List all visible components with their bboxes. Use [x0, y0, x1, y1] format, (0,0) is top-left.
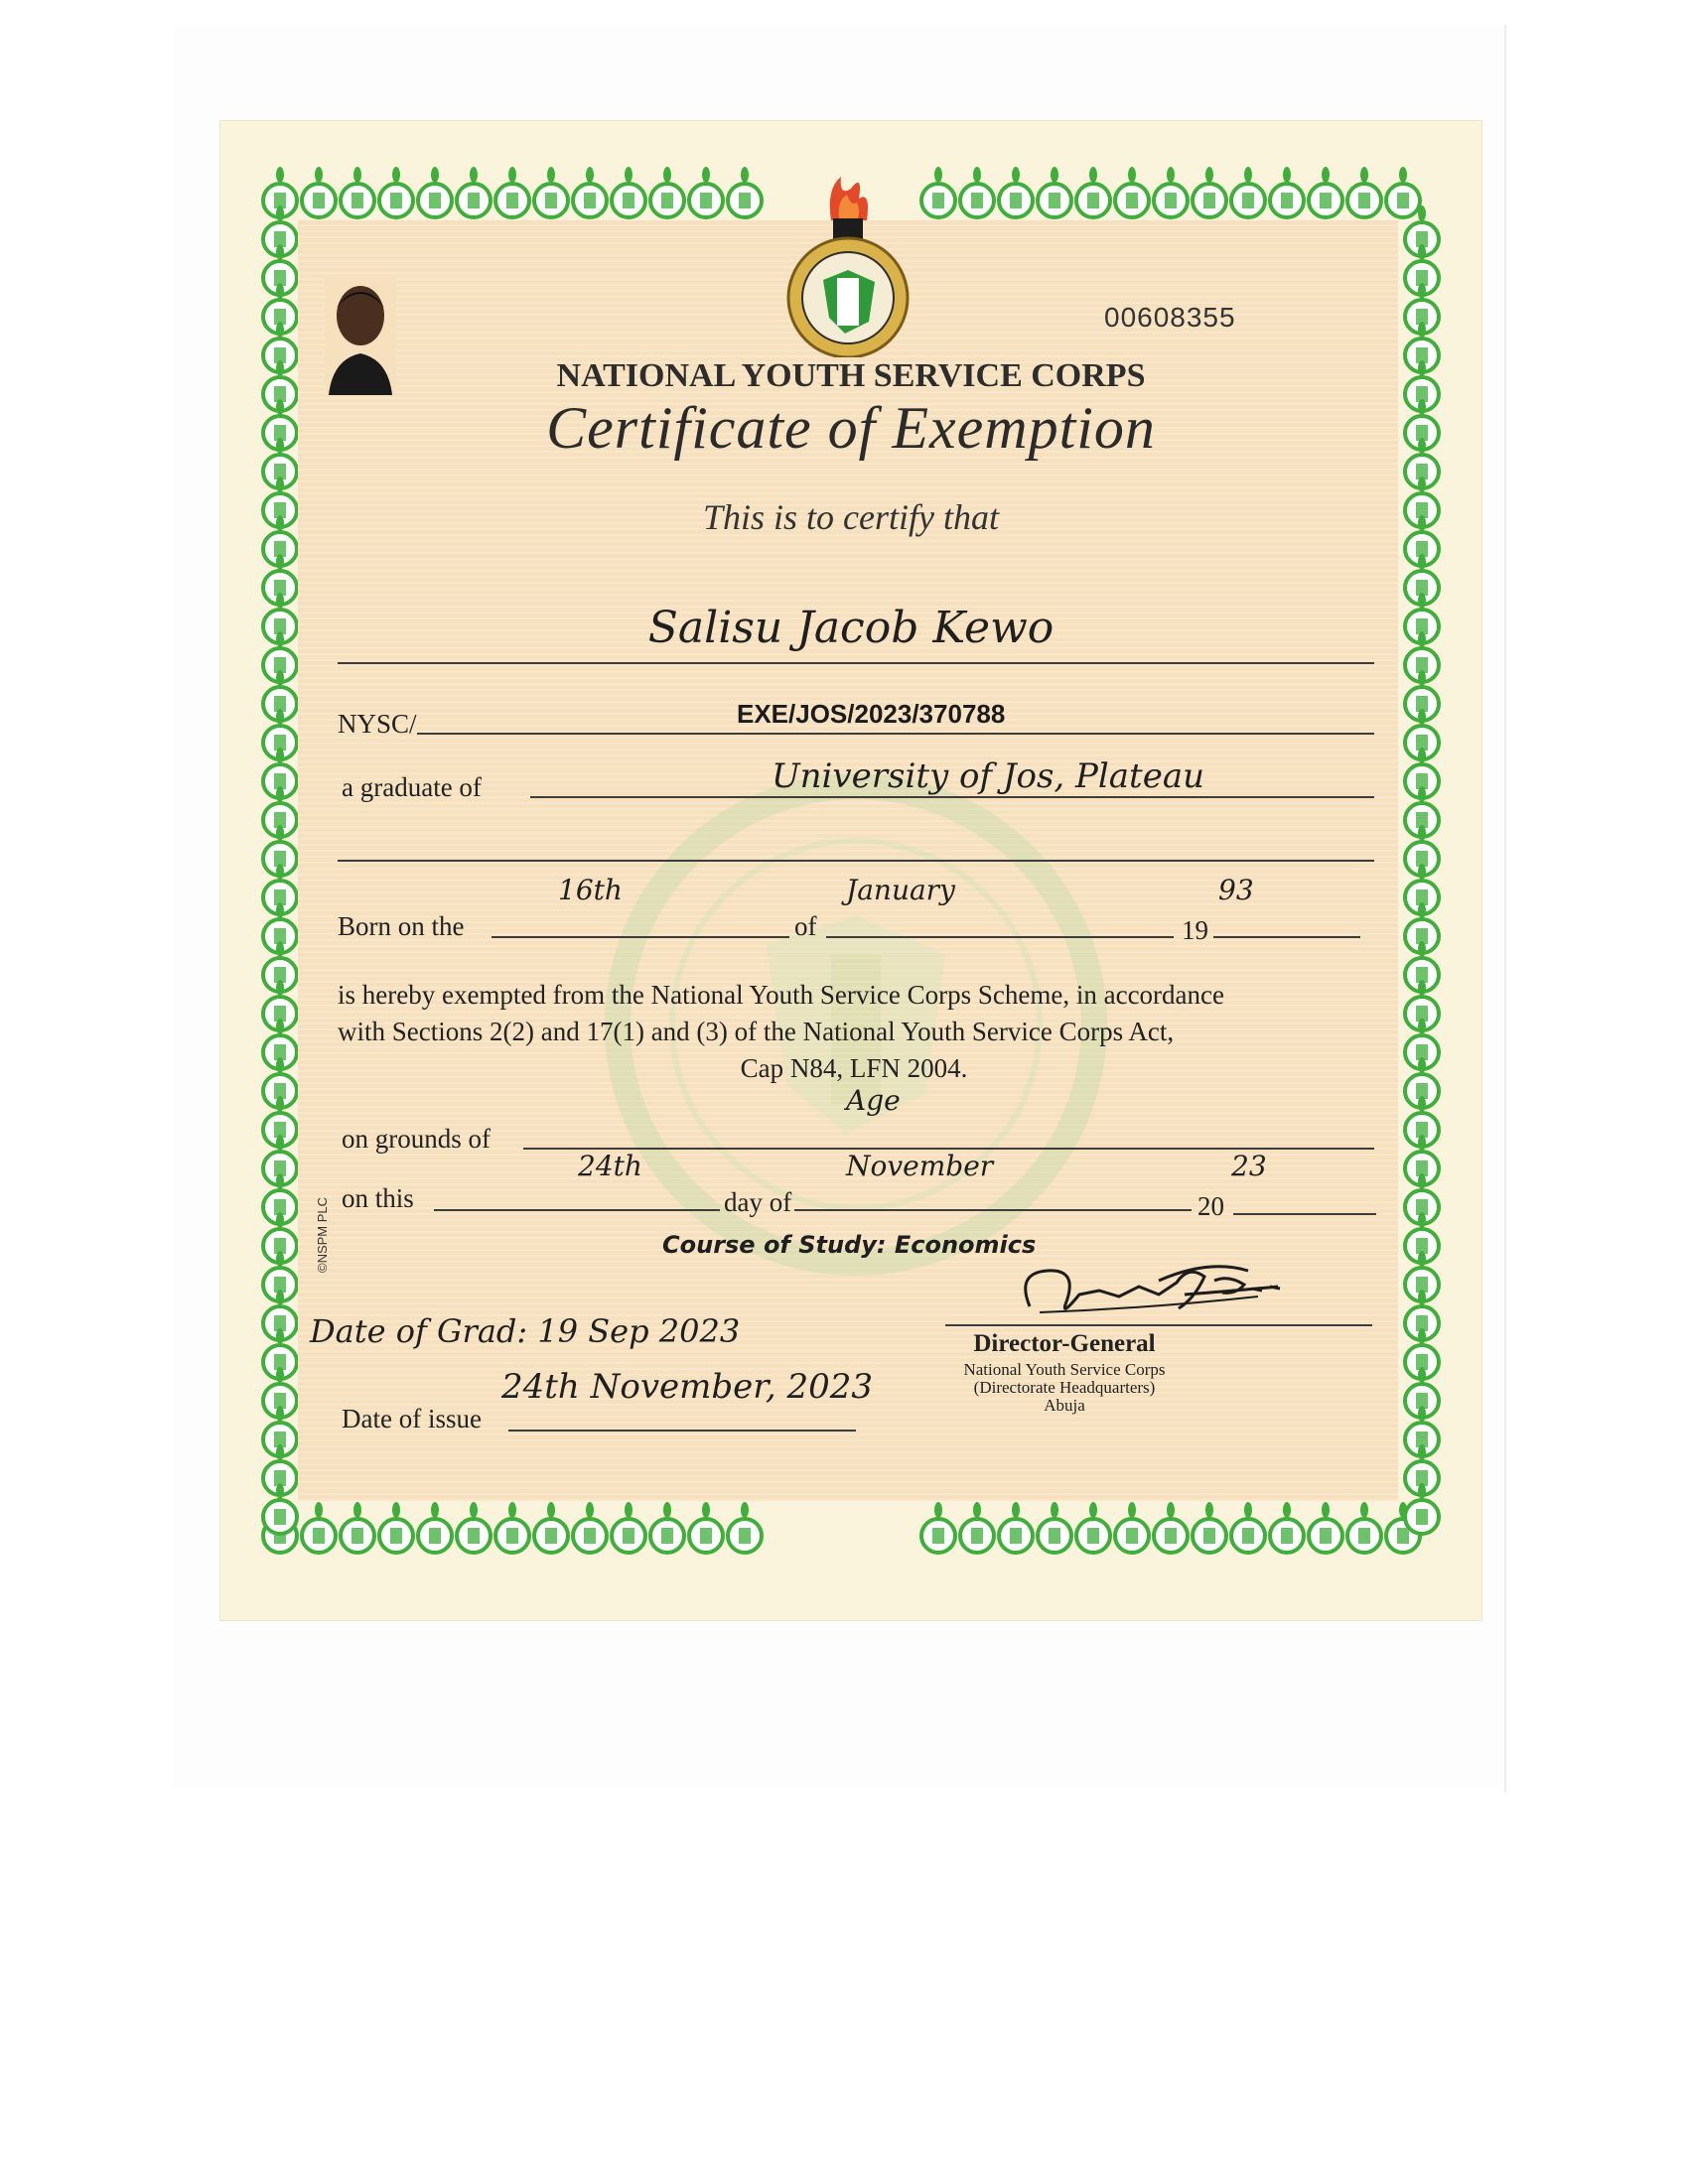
border-motif — [689, 1502, 723, 1553]
border-motif — [341, 1502, 374, 1553]
course-of-study: Course of Study: Economics — [662, 1231, 1037, 1259]
signatory-line-1: National Youth Service Corps — [963, 1360, 1166, 1379]
border-motif — [418, 1502, 452, 1553]
blank-underline — [338, 860, 1374, 862]
birth-month: January — [846, 874, 955, 906]
serial-number: 00608355 — [1104, 302, 1236, 333]
issued-day-underline — [434, 1209, 720, 1211]
border-motif — [1231, 1502, 1265, 1553]
border-motif — [495, 1502, 529, 1553]
border-motif — [1270, 167, 1304, 217]
issued-on-label: on this — [342, 1183, 414, 1213]
border-motif — [1347, 1502, 1381, 1553]
border-motif — [573, 1502, 607, 1553]
border-motif — [1076, 1502, 1110, 1553]
date-of-issue-label: Date of issue — [342, 1404, 482, 1433]
issued-month: November — [846, 1150, 994, 1182]
border-motif — [302, 1502, 336, 1553]
institution-underline — [530, 796, 1374, 798]
date-of-issue-value: 24th November, 2023 — [501, 1367, 873, 1407]
border-motif — [1386, 167, 1420, 217]
issued-century: 20 — [1197, 1191, 1224, 1221]
certificate — [220, 121, 1481, 1620]
border-motif — [1076, 167, 1110, 217]
border-motif — [1309, 167, 1342, 217]
border-motif — [418, 167, 452, 217]
day-of-label: day of — [724, 1187, 792, 1217]
date-of-issue-underline — [508, 1430, 856, 1432]
border-motif — [495, 167, 529, 217]
border-motif — [1038, 1502, 1071, 1553]
born-of-label: of — [794, 911, 817, 941]
border-motif — [650, 1502, 684, 1553]
border-motif — [960, 1502, 994, 1553]
border-motif — [1231, 167, 1265, 217]
signatory-line-3: Abuja — [1044, 1396, 1085, 1415]
border-motif — [689, 167, 723, 217]
signature-line — [945, 1324, 1372, 1326]
border-motif — [999, 167, 1033, 217]
graduate-label: a graduate of — [342, 772, 482, 802]
border-motif — [612, 1502, 645, 1553]
nysc-number: EXE/JOS/2023/370788 — [737, 699, 1006, 729]
issued-day: 24th — [578, 1150, 642, 1182]
grounds-value: Age — [846, 1084, 901, 1117]
border-motif — [1154, 1502, 1188, 1553]
border-motif — [457, 167, 491, 217]
grounds-label: on grounds of — [342, 1124, 491, 1154]
organization-name: NATIONAL YOUTH SERVICE CORPS — [556, 357, 1146, 394]
border-motif — [379, 167, 413, 217]
nysc-number-underline — [417, 733, 1374, 735]
date-of-graduation: Date of Grad: 19 Sep 2023 — [310, 1312, 741, 1350]
border-motif — [921, 167, 955, 217]
border-motif — [534, 1502, 568, 1553]
printer-mark: ©NSPM PLC — [315, 1196, 330, 1273]
exemption-text — [338, 977, 1370, 1087]
border-motif — [1115, 167, 1149, 217]
border-motif — [999, 1502, 1033, 1553]
border-motif — [1347, 167, 1381, 217]
border-motif — [728, 1502, 762, 1553]
nysc-logo — [772, 159, 920, 357]
border-motif — [573, 167, 607, 217]
certify-text: This is to certify that — [702, 497, 999, 537]
institution: University of Jos, Plateau — [772, 756, 1205, 796]
border-motif — [1193, 1502, 1226, 1553]
border-motif — [457, 1502, 491, 1553]
border-motif — [728, 167, 762, 217]
border-motif — [1270, 1502, 1304, 1553]
birth-month-underline — [826, 936, 1174, 938]
certificate-title: Certificate of Exemption — [546, 395, 1156, 461]
birth-day: 16th — [558, 874, 623, 906]
signatory-title: Director-General — [973, 1330, 1156, 1357]
name-underline — [338, 662, 1374, 664]
border-motif — [302, 167, 336, 217]
border-motif — [534, 167, 568, 217]
border-motif — [1115, 1502, 1149, 1553]
border-motif — [379, 1502, 413, 1553]
border-motif — [1309, 1502, 1342, 1553]
issued-year-underline — [1233, 1213, 1376, 1215]
birth-century: 19 — [1182, 915, 1208, 945]
birth-year: 93 — [1218, 874, 1254, 906]
border-motif — [612, 167, 645, 217]
nysc-label: NYSC/ — [338, 709, 417, 739]
signatory-line-2: (Directorate Headquarters) — [973, 1378, 1156, 1397]
birth-year-underline — [1213, 936, 1360, 938]
director-signature — [1010, 1251, 1298, 1326]
issued-month-underline — [794, 1209, 1192, 1211]
exemption-text-line-1: is hereby exempted from the National Youth Service Corps Scheme, in accordance — [338, 980, 1224, 1010]
border-motif — [341, 167, 374, 217]
border-motif — [960, 167, 994, 217]
border-motif — [650, 167, 684, 217]
border-motif — [1193, 167, 1226, 217]
border-motif — [1154, 167, 1188, 217]
exemption-text-line-2: with Sections 2(2) and 17(1) and (3) of the National Youth Service Corps Act, — [338, 1017, 1175, 1046]
holder-name: Salisu Jacob Kewo — [647, 603, 1055, 653]
birth-day-underline — [492, 936, 789, 938]
born-label: Born on the — [338, 911, 465, 941]
border-motif — [1038, 167, 1071, 217]
border-motif — [921, 1502, 955, 1553]
issued-year: 23 — [1231, 1150, 1267, 1182]
exemption-text-line-3: Cap N84, LFN 2004. — [740, 1053, 968, 1083]
